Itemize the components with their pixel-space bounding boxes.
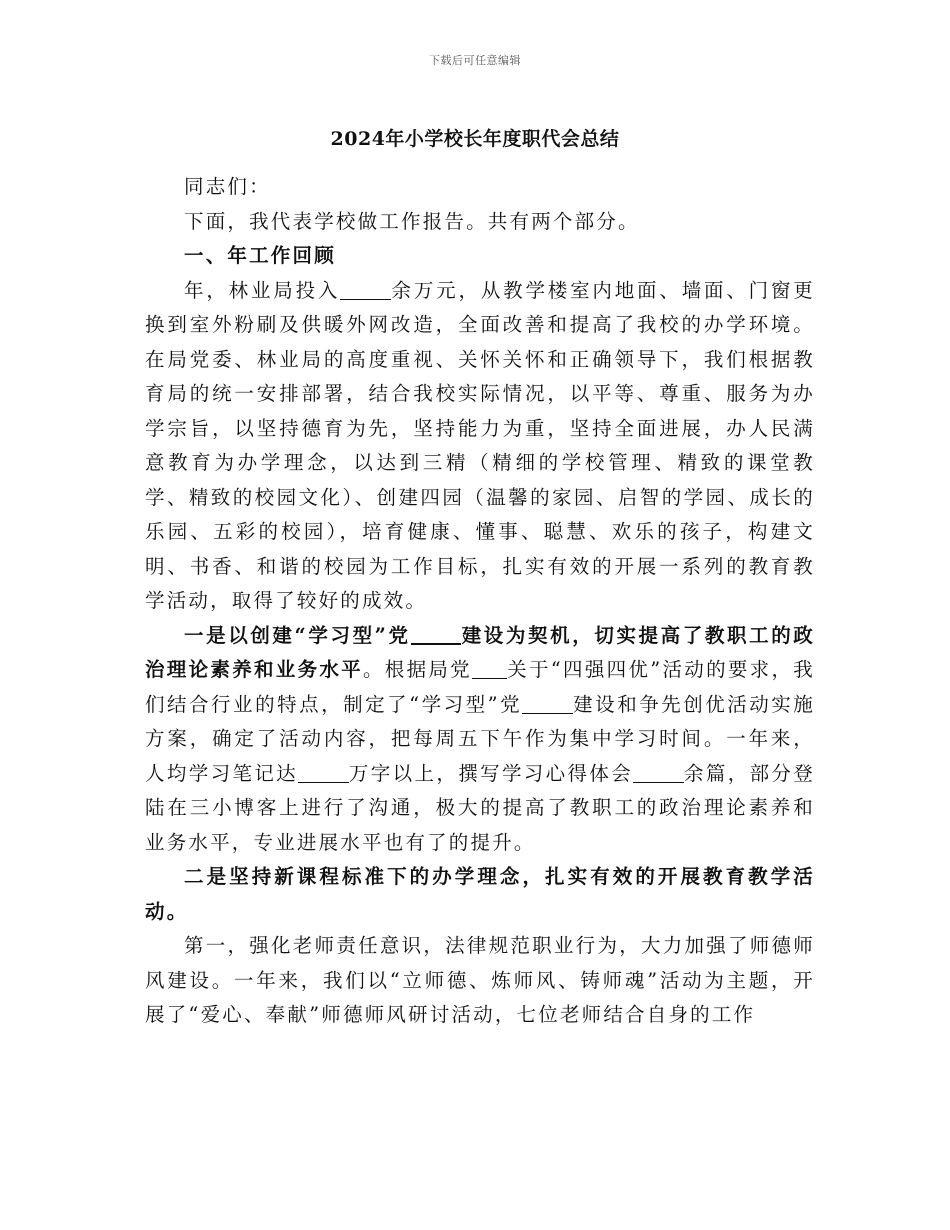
bold-lead-text: 一是以创建“学习型”党	[184, 623, 411, 647]
paragraph-teacher-ethics: 第一，强化老师责任意识，法律规范职业行为，大力加强了师德师风建设。一年来，我们以“立师德、炼师风、铸师魂”活动为主题，开展了“爱心、奉献”师德师风研讨活动，七位老师结合自身的工作	[145, 934, 815, 1026]
page-header: 下载后可任意编辑	[429, 54, 521, 67]
blank-field	[633, 762, 684, 783]
text-run: 余万元，从教学楼室内地面、墙面、门窗更换到室外粉刷及供暖外网改造，全面改善和提高了我校的办学环境。在局党委、林业局的高度重视、关怀关怀和正确领导下，我们根据教育局的统一安排部署，结合我校实际情况，以平等、尊重、服务为办学宗旨，以坚持德育为先，坚持能力为重，坚持全面进展，办人民满意教育为办学理念，以达到三精（精细的学校管理、精致的课堂教学、精致的校园文化）、创建四园（温馨的家园、启智的学园、成长的乐园、五彩的校园），培育健康、懂事、聪慧、欢乐的孩子，构建文明、书香、和谐的校园为工作目标，扎实有效的开展一系列的教育教学活动，取得了较好的成效。	[145, 278, 815, 612]
paragraph-environment	[145, 274, 815, 619]
section-heading-review: 一、年工作回顾	[184, 244, 336, 267]
blank-field	[340, 279, 391, 300]
intro-paragraph: 下面，我代表学校做工作报告。共有两个部分。	[184, 209, 640, 233]
blank-field	[522, 693, 573, 714]
text-run: 关于“四强四优”活动的要求，我们结合行业的特点，制定了“学习型”党	[145, 658, 815, 716]
blank-field	[298, 762, 349, 783]
document-title: 2024年小学校长年度职代会总结	[330, 128, 620, 150]
text-run: 。根据局党	[362, 658, 472, 681]
text-run: 建设和争先创优活动实施方案，确定了活动内容，把每周五下午作为集中学习时间。一年来，人均学习笔记达	[145, 692, 815, 785]
text-run: 年，林业局投入	[184, 278, 341, 302]
text-run: 万字以上，撰写学习心得体会	[348, 761, 634, 785]
salutation: 同志们：	[184, 175, 271, 198]
blank-field	[411, 623, 462, 645]
paragraph-party-building	[145, 619, 815, 861]
bold-lead-text: 建设为契机，切实提高了教职工的政治理论素养和业务水平	[145, 623, 815, 681]
document-body	[145, 170, 815, 1033]
text-run: 余篇，部分登陆在三小博客上进行了沟通，极大的提高了教职工的政治理论素养和业务水平，专业进展水平也有了的提升。	[145, 761, 815, 854]
blank-field	[472, 659, 507, 680]
section-heading-curriculum: 二是坚持新课程标准下的办学理念，扎实有效的开展教育教学活动。	[145, 865, 815, 923]
